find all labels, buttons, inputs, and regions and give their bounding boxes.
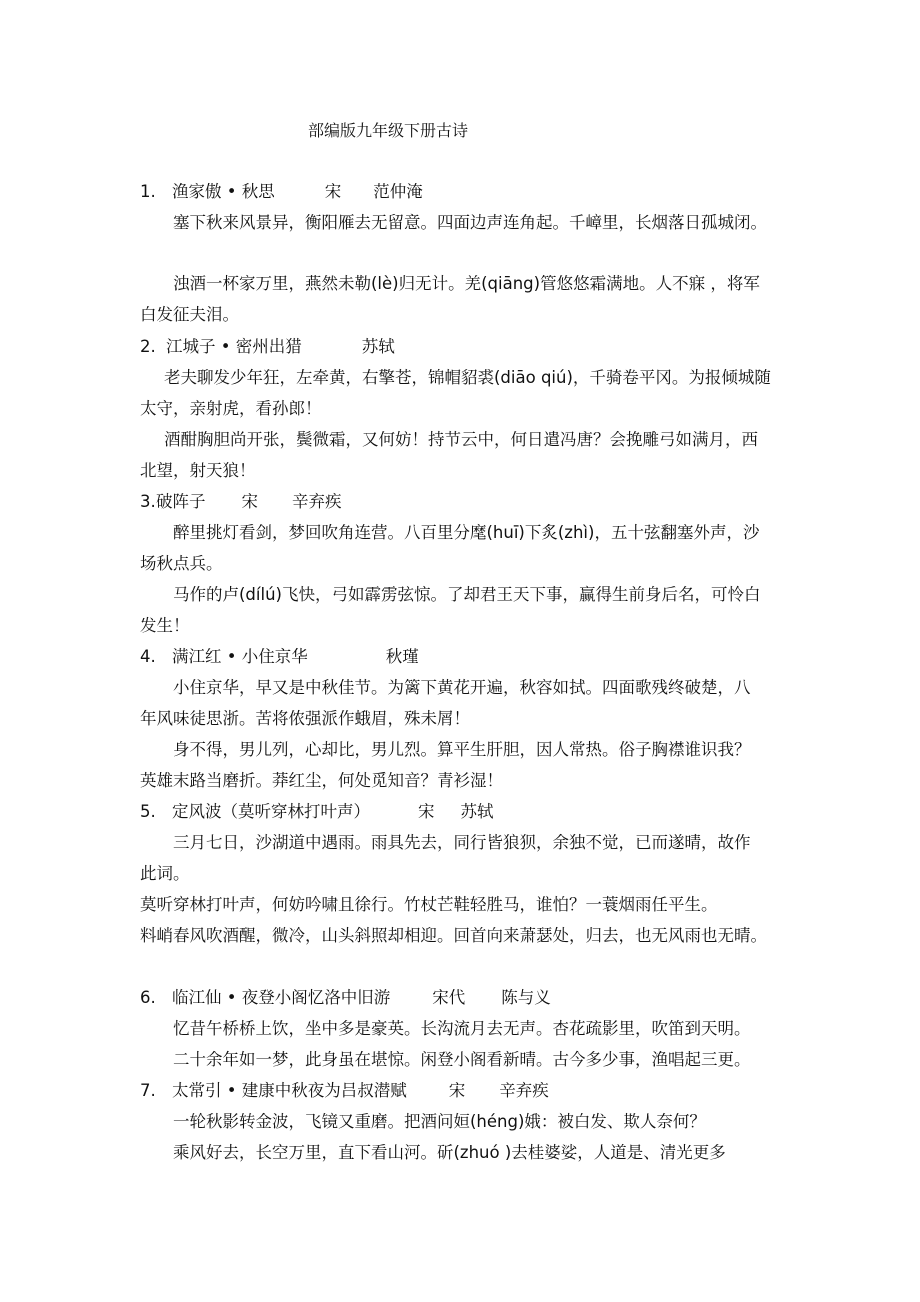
poem-line: 此词。 <box>140 864 190 883</box>
poem-dynasty: 宋 <box>324 182 342 201</box>
poem-number: 3. <box>140 492 156 511</box>
poem-heading <box>140 801 494 823</box>
poem-line: 三月七日，沙湖道中遇雨。雨具先去，同行皆狼狈，余独不觉，已而遂晴，故作 <box>173 833 751 852</box>
poem-heading <box>140 646 419 668</box>
poem-line: 老夫聊发少年狂，左牵黄，右擎苍，锦帽貂裘(diāo qiú)，千骑卷平冈。为报倾城随 <box>164 368 771 387</box>
poem-line: 醉里挑灯看剑，梦回吹角连营。八百里分麾(huī)下炙(zhì)，五十弦翻塞外声，沙 <box>173 523 760 542</box>
poem-number: 6. <box>140 988 156 1007</box>
poem-line: 小住京华，早又是中秋佳节。为篱下黄花开遍，秋容如拭。四面歌残终破楚，八 <box>173 678 751 697</box>
poem-dynasty: 宋 <box>418 802 435 821</box>
poem-author: 辛弃疾 <box>499 1081 549 1100</box>
poem-line: 莫听穿林打叶声，何妨吟啸且徐行。竹杖芒鞋轻胜马，谁怕？一蓑烟雨任平生。 <box>140 895 718 914</box>
poem-heading <box>140 987 551 1009</box>
poem-line: 一轮秋影转金波，飞镜又重磨。把酒问姮(héng)娥：被白发、欺人奈何？ <box>173 1112 706 1131</box>
poem-line: 英雄末路当磨折。莽红尘，何处觅知音？青衫湿！ <box>140 771 503 790</box>
poem-number: 5. <box>140 802 156 821</box>
poem-heading <box>140 336 395 358</box>
poem-author: 苏轼 <box>361 337 395 356</box>
poem-number: 1. <box>140 182 156 201</box>
poem-line: 忆昔午桥桥上饮，坐中多是豪英。长沟流月去无声。杏花疏影里，吹笛到天明。 <box>173 1019 751 1038</box>
poem-line: 浊酒一杯家万里，燕然未勒(lè)归无计。羌(qiāng)管悠悠霜满地。人不寐 ，将军 <box>173 274 760 293</box>
poem-name: 定风波（莫听穿林打叶声） <box>172 802 370 821</box>
poem-author: 苏轼 <box>460 802 494 821</box>
poem-heading <box>140 491 342 513</box>
poem-line: 料峭春风吹酒醒，微冷，山头斜照却相迎。回首向来萧瑟处，归去，也无风雨也无晴。 <box>140 926 767 945</box>
poem-dynasty: 宋代 <box>432 988 466 1007</box>
poem-number: 4. <box>140 647 156 666</box>
poem-dynasty: 宋 <box>448 1081 466 1100</box>
poem-line: 酒酣胸胆尚开张，鬓微霜，又何妨！持节云中，何日遣冯唐？会挽雕弓如满月，西 <box>164 430 758 449</box>
poem-number: 7. <box>140 1081 156 1100</box>
poem-author: 范仲淹 <box>373 182 423 201</box>
poem-line: 白发征夫泪。 <box>140 305 239 324</box>
poem-author: 秋瑾 <box>385 647 419 666</box>
poem-name: 破阵子 <box>156 492 206 511</box>
poem-line: 马作的卢(dílú)飞快，弓如霹雳弦惊。了却君王天下事，赢得生前身后名，可怜白 <box>173 585 761 604</box>
poem-line: 塞下秋来风景异，衡阳雁去无留意。四面边声连角起。千嶂里，长烟落日孤城闭。 <box>173 213 767 232</box>
poem-heading <box>140 1080 549 1102</box>
poem-line: 场秋点兵。 <box>140 554 223 573</box>
poem-name: 临江仙 • 夜登小阁忆洛中旧游 <box>172 988 391 1007</box>
poem-name: 满江红 • 小住京华 <box>172 647 308 666</box>
poem-line: 身不得，男儿列，心却比，男儿烈。算平生肝胆，因人常热。俗子胸襟谁识我？ <box>173 740 751 759</box>
poem-line: 年风味徒思浙。苦将侬强派作蛾眉，殊未屑！ <box>140 709 470 728</box>
poem-name: 太常引 • 建康中秋夜为吕叔潜赋 <box>172 1081 407 1100</box>
poem-author: 陈与义 <box>501 988 551 1007</box>
poem-name: 江城子 • 密州出猎 <box>166 337 302 356</box>
page-title: 部编版九年级下册古诗 <box>308 121 469 140</box>
poem-name: 渔家傲 • 秋思 <box>172 182 275 201</box>
poem-line: 太守，亲射虎，看孙郎！ <box>140 399 322 418</box>
poem-heading <box>140 181 423 203</box>
poem-line: 北望，射天狼！ <box>140 461 256 480</box>
poem-dynasty: 宋 <box>241 492 258 511</box>
poem-line: 发生！ <box>140 616 190 635</box>
poem-line: 二十余年如一梦，此身虽在堪惊。闲登小阁看新晴。古今多少事，渔唱起三更。 <box>173 1050 751 1069</box>
poem-line: 乘风好去，长空万里，直下看山河。斫(zhuó )去桂婆娑，人道是、清光更多 <box>173 1143 726 1162</box>
poem-number: 2. <box>140 337 156 356</box>
poem-author: 辛弃疾 <box>292 492 342 511</box>
